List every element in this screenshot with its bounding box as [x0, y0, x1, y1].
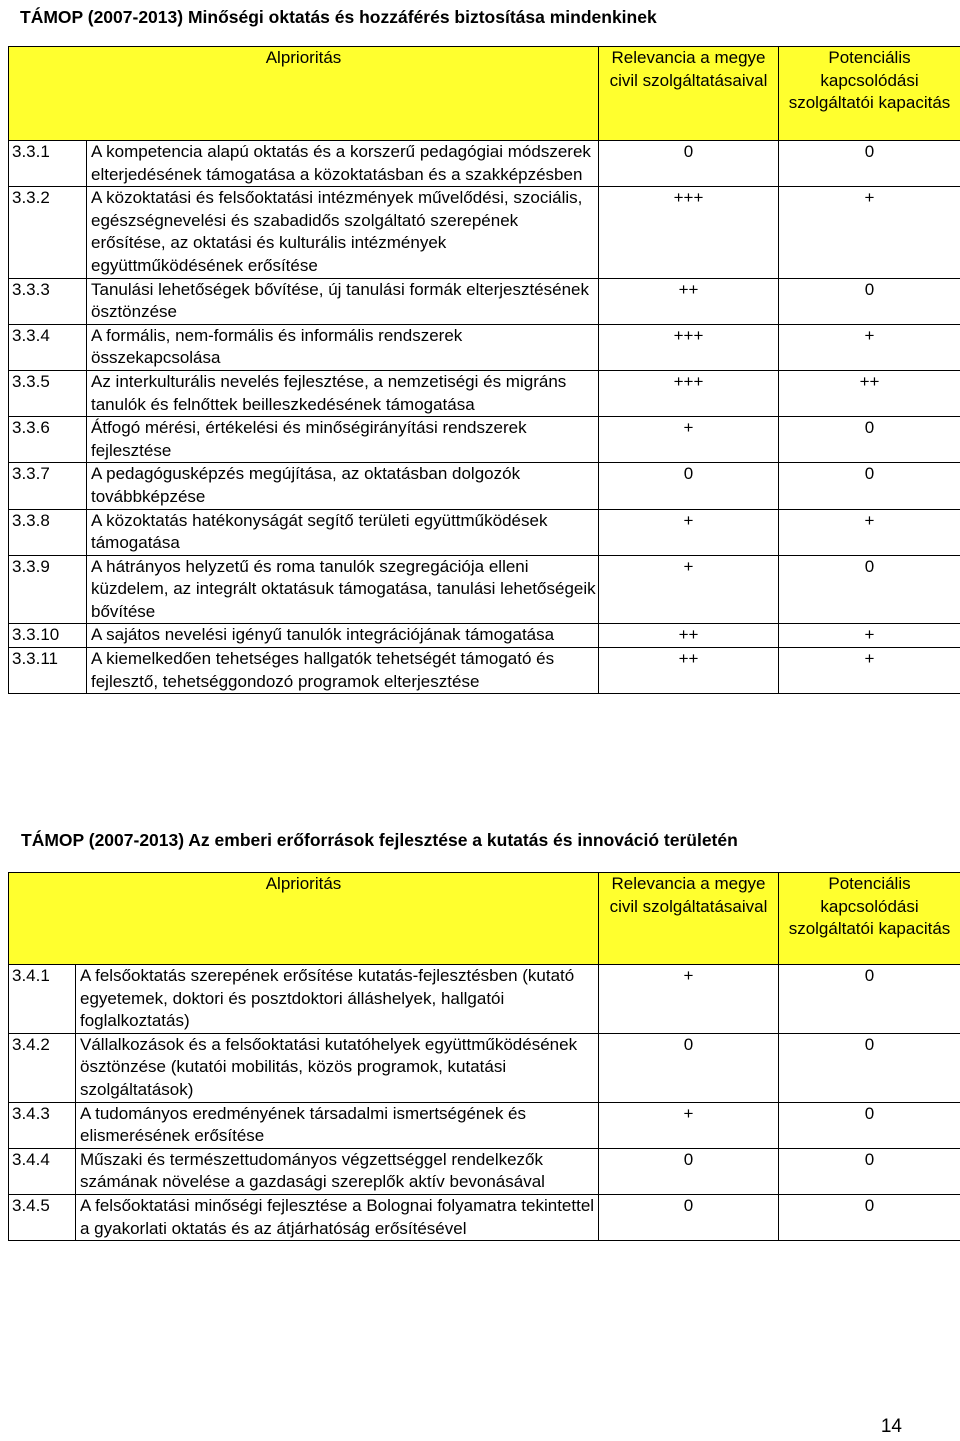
table-row [9, 187, 960, 278]
row-code: 3.3.3 [9, 278, 87, 324]
table-row [9, 624, 960, 648]
row-relevancia-value: 0 [599, 1194, 779, 1240]
row-relevancia-value: 0 [599, 463, 779, 509]
row-description: Az interkulturális nevelés fejlesztése, a nemzetiségi és migráns tanulók és felnőttek beilleszkedésének támogatása [87, 370, 599, 416]
row-relevancia-value: 0 [599, 1148, 779, 1194]
row-relevancia-value: 0 [599, 1033, 779, 1102]
row-potencialis-value: + [779, 509, 960, 555]
row-description: A formális, nem-formális és informális rendszerek összekapcsolása [87, 324, 599, 370]
row-description: A felsőoktatás szerepének erősítése kutatás-fejlesztésben (kutató egyetemek, doktori és posztdoktori álláshelyek, hallgatói foglalkoztatás) [76, 965, 599, 1034]
header-relevancia: Relevancia a megye civil szolgáltatásaival [599, 873, 779, 965]
row-code: 3.3.9 [9, 555, 87, 624]
table-row [9, 648, 960, 694]
priority-table-2 [8, 872, 960, 1241]
row-potencialis-value: 0 [779, 141, 960, 187]
table-header-row [9, 47, 960, 141]
row-relevancia-value: + [599, 555, 779, 624]
header-potencialis: Potenciális kapcsolódási szolgáltatói kapacitás [779, 873, 960, 965]
row-description: A tudományos eredményének társadalmi ismertségének és elismerésének erősítése [76, 1102, 599, 1148]
row-code: 3.3.10 [9, 624, 87, 648]
row-relevancia-value: ++ [599, 624, 779, 648]
row-description: A közoktatási és felsőoktatási intézmények művelődési, szociális, egészségnevelési és szabadidős szolgáltató szerepének erősítése, az oktatási és kulturális intézmények együttműködésének erősítése [87, 187, 599, 278]
priority-table-1 [8, 46, 960, 694]
row-code: 3.3.2 [9, 187, 87, 278]
row-relevancia-value: +++ [599, 324, 779, 370]
row-relevancia-value: + [599, 509, 779, 555]
row-description: A hátrányos helyzetű és roma tanulók szegregációja elleni küzdelem, az integrált oktatásuk támogatása, tanulási lehetőségeik bővítése [87, 555, 599, 624]
table-row [9, 1033, 960, 1102]
header-alprioritas: Alprioritás [9, 873, 599, 965]
table-row [9, 463, 960, 509]
row-description: Műszaki és természettudományos végzettséggel rendelkezők számának növelése a gazdasági szereplők aktív bevonásával [76, 1148, 599, 1194]
row-code: 3.3.4 [9, 324, 87, 370]
row-relevancia-value: 0 [599, 141, 779, 187]
page-number: 14 [880, 1416, 902, 1437]
row-potencialis-value: 0 [779, 1148, 960, 1194]
row-description: Tanulási lehetőségek bővítése, új tanulási formák elterjesztésének ösztönzése [87, 278, 599, 324]
row-code: 3.4.3 [9, 1102, 76, 1148]
row-description: Vállalkozások és a felsőoktatási kutatóhelyek együttműködésének ösztönzése (kutatói mobilitás, közös programok, kutatási szolgáltatások) [76, 1033, 599, 1102]
section-2-title: TÁMOP (2007-2013) Az emberi erőforrások fejlesztése a kutatás és innováció területén [21, 830, 738, 850]
table-row [9, 965, 960, 1034]
row-relevancia-value: ++ [599, 278, 779, 324]
row-potencialis-value: 0 [779, 278, 960, 324]
row-description: A felsőoktatási minőségi fejlesztése a Bolognai folyamatra tekintettel a gyakorlati oktatás és az átjárhatóság erősítésével [76, 1194, 599, 1240]
row-potencialis-value: 0 [779, 417, 960, 463]
row-relevancia-value: + [599, 1102, 779, 1148]
row-potencialis-value: 0 [779, 555, 960, 624]
row-relevancia-value: + [599, 417, 779, 463]
header-potencialis: Potenciális kapcsolódási szolgáltatói kapacitás [779, 47, 960, 141]
row-code: 3.4.1 [9, 965, 76, 1034]
row-potencialis-value: + [779, 324, 960, 370]
table-row [9, 278, 960, 324]
table-row [9, 1194, 960, 1240]
row-potencialis-value: 0 [779, 1194, 960, 1240]
row-description: A kompetencia alapú oktatás és a korszerű pedagógiai módszerek elterjedésének támogatása a közoktatásban és a szakképzésben [87, 141, 599, 187]
row-description: Átfogó mérési, értékelési és minőségirányítási rendszerek fejlesztése [87, 417, 599, 463]
row-potencialis-value: 0 [779, 1102, 960, 1148]
table-row [9, 555, 960, 624]
row-relevancia-value: ++ [599, 648, 779, 694]
row-potencialis-value: 0 [779, 965, 960, 1034]
row-code: 3.3.11 [9, 648, 87, 694]
row-description: A közoktatás hatékonyságát segítő területi együttműködések támogatása [87, 509, 599, 555]
header-relevancia: Relevancia a megye civil szolgáltatásaival [599, 47, 779, 141]
header-alprioritas: Alprioritás [9, 47, 599, 141]
table-header-row [9, 873, 960, 965]
table-row [9, 324, 960, 370]
row-code: 3.3.5 [9, 370, 87, 416]
row-description: A kiemelkedően tehetséges hallgatók tehetségét támogató és fejlesztő, tehetséggondozó programok elterjesztése [87, 648, 599, 694]
row-potencialis-value: + [779, 648, 960, 694]
table-row [9, 370, 960, 416]
row-relevancia-value: +++ [599, 370, 779, 416]
row-code: 3.3.7 [9, 463, 87, 509]
row-description: A pedagógusképzés megújítása, az oktatásban dolgozók továbbképzése [87, 463, 599, 509]
row-code: 3.4.2 [9, 1033, 76, 1102]
row-code: 3.4.4 [9, 1148, 76, 1194]
row-potencialis-value: 0 [779, 1033, 960, 1102]
table-row [9, 509, 960, 555]
table-row [9, 417, 960, 463]
row-description: A sajátos nevelési igényű tanulók integrációjának támogatása [87, 624, 599, 648]
section-1-title: TÁMOP (2007-2013) Minőségi oktatás és hozzáférés biztosítása mindenkinek [20, 7, 657, 27]
row-relevancia-value: +++ [599, 187, 779, 278]
table-row [9, 141, 960, 187]
row-code: 3.4.5 [9, 1194, 76, 1240]
table-row [9, 1148, 960, 1194]
row-code: 3.3.6 [9, 417, 87, 463]
row-potencialis-value: + [779, 187, 960, 278]
row-code: 3.3.1 [9, 141, 87, 187]
row-potencialis-value: + [779, 624, 960, 648]
row-potencialis-value: 0 [779, 463, 960, 509]
table-row [9, 1102, 960, 1148]
row-relevancia-value: + [599, 965, 779, 1034]
row-potencialis-value: ++ [779, 370, 960, 416]
row-code: 3.3.8 [9, 509, 87, 555]
